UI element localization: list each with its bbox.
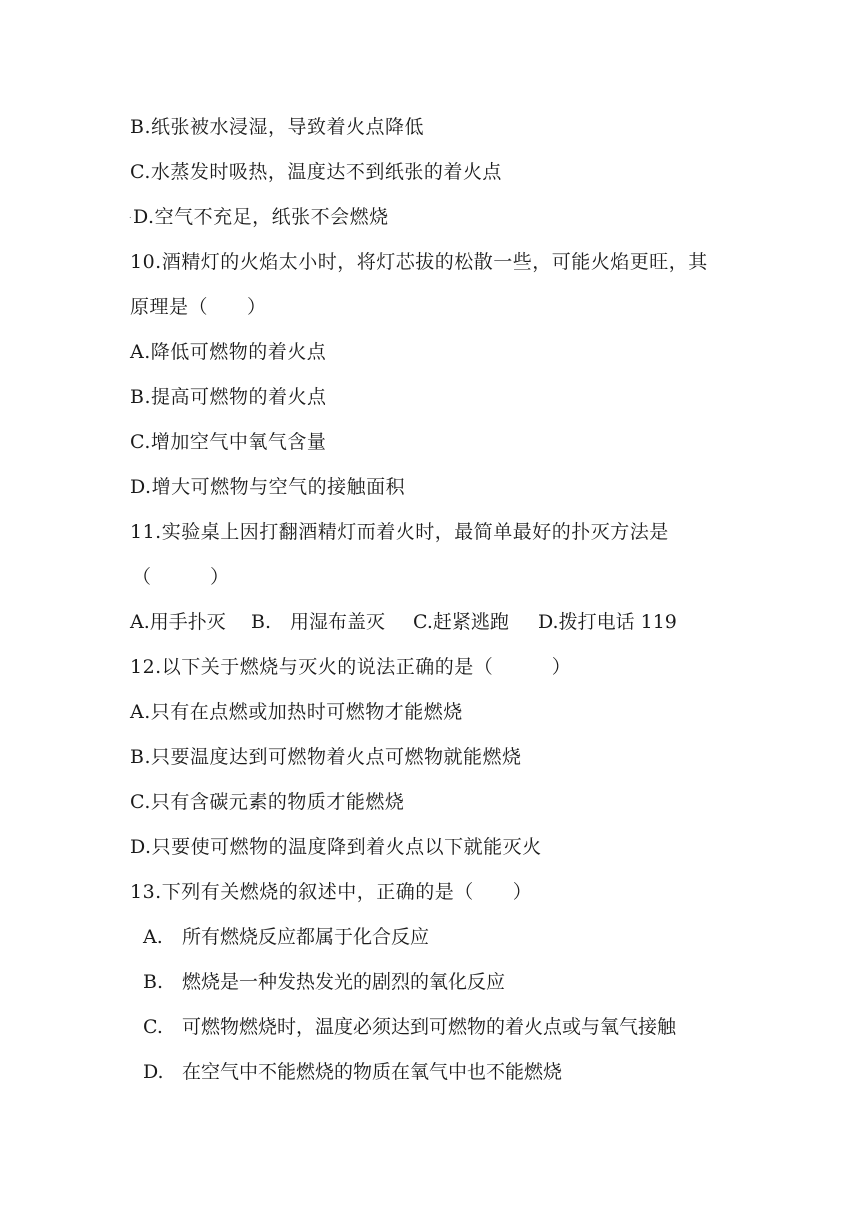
q13-option-d-letter: D.: [143, 1061, 164, 1083]
q9-option-c: C.水蒸发时吸热，温度达不到纸张的着火点: [130, 161, 502, 183]
q13-option-c-text: 可燃物燃烧时，温度必须达到可燃物的着火点或与氧气接触: [182, 1016, 677, 1038]
q12-option-c: C.只有含碳元素的物质才能燃烧: [130, 791, 405, 813]
q11-option-a: A.用手扑灭: [130, 611, 226, 633]
q13-stem: 13.下列有关燃烧的叙述中，正确的是（ ）: [130, 881, 533, 903]
q13-option-b-text: 燃烧是一种发热发光的剧烈的氧化反应: [182, 971, 506, 993]
q13-option-d-row: [143, 1060, 723, 1084]
q11-option-d: D.拨打电话 119: [538, 611, 677, 633]
q10-option-a: A.降低可燃物的着火点: [130, 341, 327, 363]
q10-stem-line2: 原理是（ ）: [130, 296, 267, 318]
q11-stem-line2: （ ）: [132, 566, 230, 588]
q13-option-b-letter: B.: [143, 971, 164, 993]
q10-option-d: D.增大可燃物与空气的接触面积: [130, 476, 406, 498]
q13-option-d-text: 在空气中不能燃烧的物质在氧气中也不能燃烧: [182, 1061, 563, 1083]
q13-option-c-row: [143, 1015, 723, 1039]
q12-option-a: A.只有在点燃或加热时可燃物才能燃烧: [130, 701, 463, 723]
q10-option-c: C.增加空气中氧气含量: [130, 431, 327, 453]
q11-option-b: B. 用湿布盖灭: [251, 611, 386, 633]
q11-option-c: C.赶紧逃跑: [413, 611, 509, 633]
q13-option-a-letter: A.: [143, 926, 163, 948]
q12-stem: 12.以下关于燃烧与灭火的说法正确的是（ ）: [130, 656, 572, 678]
q10-option-b: B.提高可燃物的着火点: [130, 386, 327, 408]
q9-option-d: D.空气不充足，纸张不会燃烧: [133, 206, 389, 228]
q13-option-a-row: [143, 925, 723, 949]
q9-option-b: B.纸张被水浸湿，导致着火点降低: [130, 116, 425, 138]
q11-stem-line1: 11.实验桌上因打翻酒精灯而着火时，最简单最好的扑灭方法是: [130, 521, 669, 543]
q12-option-d: D.只要使可燃物的温度降到着火点以下就能灭火: [130, 836, 542, 858]
q13-option-b-row: [143, 970, 723, 994]
q13-option-a-text: 所有燃烧反应都属于化合反应: [182, 926, 430, 948]
q13-option-c-letter: C.: [143, 1016, 163, 1038]
q9-option-d-mark: .: [129, 211, 132, 220]
q12-option-b: B.只要温度达到可燃物着火点可燃物就能燃烧: [130, 746, 522, 768]
q11-options-row: [130, 610, 730, 634]
q10-stem-line1: 10.酒精灯的火焰太小时，将灯芯拔的松散一些，可能火焰更旺，其: [130, 251, 708, 273]
